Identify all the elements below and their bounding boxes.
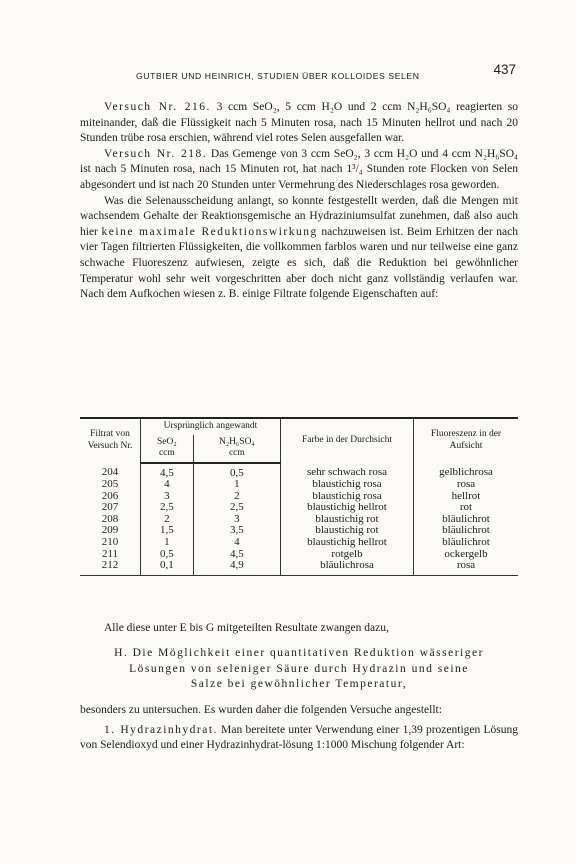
- paragraph-text: Man bereitete unter Verwendung einer 1,39 prozentigen Lösung von Selendioxyd und einer Hydrazinhydrat-lösung 1:1000 Mischung folgender Art:: [80, 723, 518, 752]
- page-number: 437: [493, 62, 516, 77]
- cell-n2h6so4: 4: [193, 537, 280, 549]
- paragraph-versuch-218: [80, 147, 518, 194]
- heading-line: H. Die Möglichkeit einer quantitativen Reduktion wässeriger: [114, 647, 484, 659]
- paragraph-text: nachzuweisen ist. Beim Erhitzen der nach vier Tagen filtrierten Flüssigkeiten, die vollkommen farblos waren und nur teilweise eine ganz schwache Fluoreszenz aufwiesen, zeigte es sich, daß die Reduktion bei gewöhnlicher Temperatur wohl sehr weit vorgeschritten aber doch nicht ganz vollständig verlaufen war. Nach dem Aufkochen wiesen z. B. einige Filtrate folgende Eigenschaften auf:: [80, 225, 519, 301]
- col-n2h6so4-label: N₂H₆SO₄: [218, 436, 255, 447]
- col-n2h6so4: [193, 435, 280, 463]
- paragraph-alle-resultate: Alle diese unter E bis G mitgeteilten Resultate zwangen dazu,: [104, 622, 389, 634]
- col-farbe: Farbe in der Durchsicht: [281, 418, 414, 463]
- table-row: [80, 560, 518, 575]
- cell-fluoreszenz: hellrot: [414, 491, 519, 503]
- cell-farbe: blaustichig rot: [281, 514, 414, 526]
- cell-fluoreszenz: bläulichrot: [414, 514, 519, 526]
- versuch-label: Versuch Nr. 216.: [104, 101, 211, 113]
- cell-seo2: 0,5: [141, 549, 194, 561]
- cell-fluoreszenz: gelblichrosa: [414, 463, 519, 480]
- heading-line: Lösungen von seleniger Säure durch Hydrazin und seine: [129, 662, 469, 675]
- cell-farbe: blaustichig hellrot: [281, 502, 414, 514]
- cell-farbe: blaustichig rosa: [281, 491, 414, 503]
- paragraph-selenausscheidung: [80, 194, 518, 303]
- cell-seo2: 3: [141, 491, 194, 503]
- cell-nr: 206: [101, 489, 119, 502]
- col-filtrat: Filtrat von Versuch Nr.: [80, 418, 141, 463]
- cell-seo2: 1: [141, 537, 194, 549]
- filtrate-table: [80, 417, 518, 576]
- cell-nr: 211: [101, 547, 119, 560]
- paragraph-text: Was die Selenausscheidung anlangt, so konnte festgestellt werden, daß die Mengen mit wachsendem Gehalte der Reaktionsgemische an Hydraziniumsulfat zunehmen, daß also auch hier: [80, 194, 518, 238]
- cell-nr: 210: [101, 536, 119, 549]
- paragraph-text: Das Gemenge von 3 ccm SeO₂, 3 ccm H₂O und 4 ccm N₂H₆SO₄ ist nach 5 Minuten rosa, nach 15 Minuten rot, hat nach 1³/₄ Stunden rote Flocken von Selen abgesondert und ist nach 20 Stunden unter Vermehrung des Niederschlages rosa geworden.: [80, 147, 519, 191]
- cell-fluoreszenz: rot: [414, 502, 519, 514]
- cell-nr: 204: [101, 466, 119, 478]
- paragraph-besonders: besonders zu untersuchen. Es wurden daher die folgenden Versuche angestellt:: [80, 704, 442, 716]
- col-fluoreszenz: Fluoreszenz in der Aufsicht: [414, 418, 519, 463]
- cell-fluoreszenz: bläulichrot: [414, 537, 519, 549]
- cell-n2h6so4: 3: [193, 514, 280, 526]
- cell-seo2: 4: [141, 479, 194, 491]
- cell-n2h6so4: 2: [193, 491, 280, 503]
- body-text-end: [80, 703, 518, 754]
- cell-fluoreszenz: bläulichrot: [414, 525, 519, 537]
- col-seo2-unit: ccm: [158, 448, 175, 458]
- cell-nr: 205: [101, 478, 119, 491]
- col-n2h6so4-unit: ccm: [228, 448, 245, 458]
- cell-seo2: 4,5: [141, 463, 194, 480]
- table-row: [80, 479, 518, 491]
- running-header: [136, 62, 516, 84]
- cell-n2h6so4: 0,5: [193, 463, 280, 480]
- cell-n2h6so4: 4,9: [193, 560, 280, 575]
- cell-nr: 207: [101, 501, 119, 514]
- table-row: [80, 537, 518, 549]
- section-heading-h: [80, 646, 518, 693]
- cell-farbe: bläulichrosa: [281, 560, 414, 575]
- paragraph-text: 3 ccm SeO₂, 5 ccm H₂O und 2 ccm N₂H₆SO₄ reagierten so miteinander, daß die Flüssigkeit nach 5 Minuten rosa, nach 15 Minuten hellrot und nach 20 Stunden trübe rosa erschien, während viel rotes Selen ausgefallen war.: [80, 101, 518, 145]
- cell-seo2: 2,5: [141, 502, 194, 514]
- emphasis-text: keine maximale Reduktionswirkung: [101, 225, 318, 238]
- cell-farbe: sehr schwach rosa: [281, 463, 414, 480]
- table-row: [80, 549, 518, 561]
- col-seo2: [141, 435, 194, 463]
- cell-nr: 208: [101, 512, 119, 525]
- cell-fluoreszenz: rosa: [414, 479, 519, 491]
- col-seo2-label: SeO₂: [157, 436, 177, 447]
- versuch-label: Versuch Nr. 218.: [104, 147, 208, 160]
- cell-n2h6so4: 1: [193, 479, 280, 491]
- table-body: [80, 463, 518, 576]
- table-row: [80, 491, 518, 503]
- cell-fluoreszenz: ockergelb: [414, 549, 519, 561]
- body-text-bottom: [80, 621, 518, 637]
- table-row: [80, 463, 518, 480]
- cell-seo2: 2: [141, 514, 194, 526]
- cell-farbe: rotgelb: [281, 549, 414, 561]
- running-title: GUTBIER UND HEINRICH, STUDIEN ÜBER KOLLOIDES SELEN: [136, 71, 420, 81]
- cell-nr: 209: [101, 524, 119, 537]
- cell-n2h6so4: 3,5: [193, 525, 280, 537]
- cell-nr: 212: [101, 559, 119, 572]
- cell-fluoreszenz: rosa: [414, 560, 519, 575]
- paragraph-versuch-216: [80, 100, 518, 147]
- subsection-label: 1. Hydrazinhydrat.: [104, 723, 218, 736]
- cell-farbe: blaustichig hellrot: [281, 537, 414, 549]
- cell-n2h6so4: 4,5: [193, 549, 280, 561]
- cell-seo2: 1,5: [141, 525, 194, 537]
- cell-farbe: blaustichig rosa: [281, 479, 414, 491]
- cell-farbe: blaustichig rot: [281, 525, 414, 537]
- cell-seo2: 0,1: [141, 560, 194, 575]
- body-text-top: [80, 100, 518, 303]
- heading-line: Salze bei gewöhnlicher Temperatur,: [190, 678, 408, 691]
- cell-n2h6so4: 2,5: [193, 502, 280, 514]
- paragraph-hydrazinhydrat: [80, 723, 518, 754]
- col-urspruenglich: Ursprünglich angewandt: [141, 418, 281, 435]
